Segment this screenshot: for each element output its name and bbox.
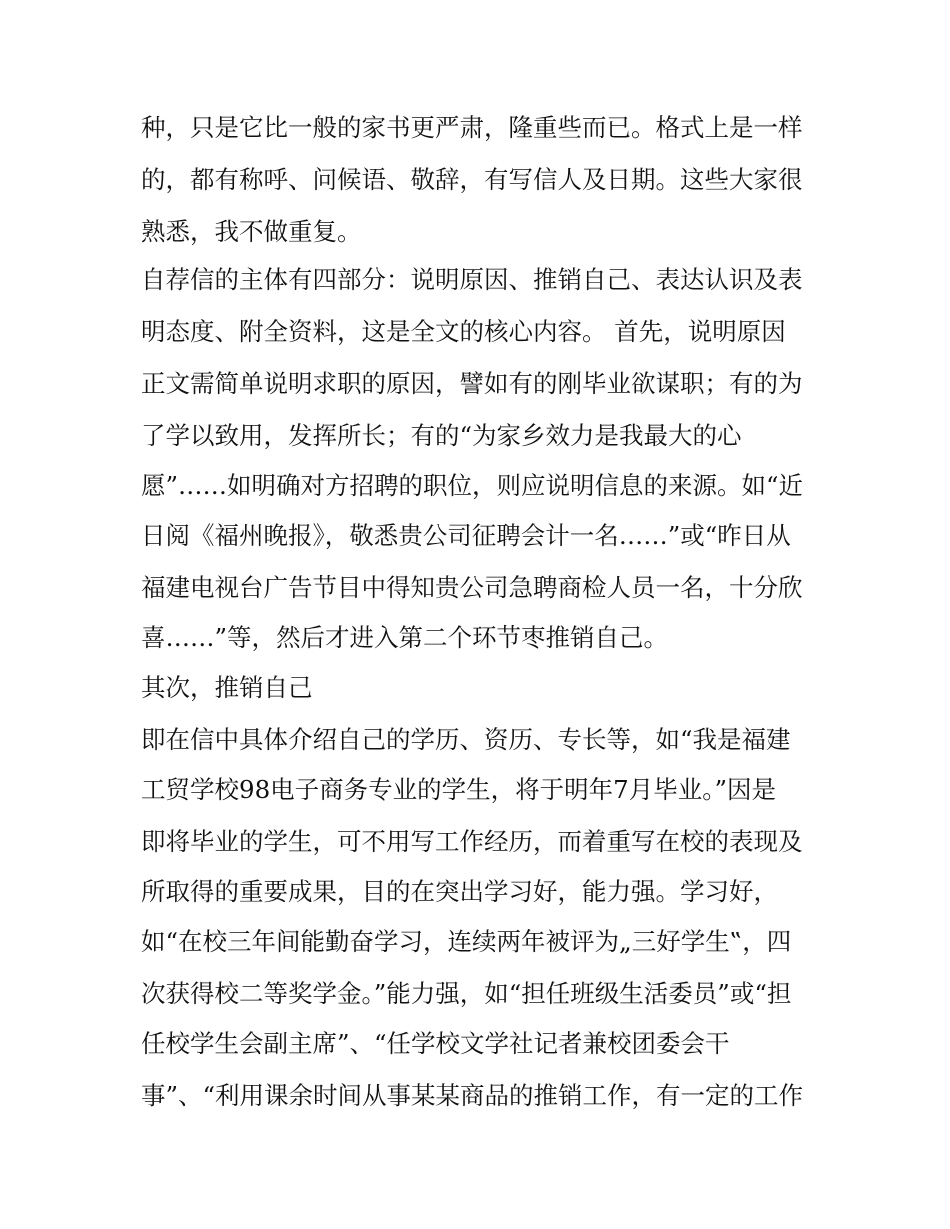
text-line: 熟悉，我不做重复。 xyxy=(141,217,362,246)
text-line: 即在信中具体介绍自己的学历、资历、专长等，如“我是福建 xyxy=(141,725,791,754)
text-line: 愿”……如明确对方招聘的职位，则应说明信息的来源。如“近 xyxy=(141,471,804,500)
text-line: 次获得校二等奖学金。”能力强，如“担任班级生活委员”或“担 xyxy=(141,979,792,1008)
text-line: 如“在校三年间能勤奋学习，连续两年被评为„三好学生‟，四 xyxy=(141,927,792,956)
text-line: 正文需简单说明求职的原因，譬如有的刚毕业欲谋职；有的为 xyxy=(141,369,803,398)
text-line: 种，只是它比一般的家书更严肃，隆重些而已。格式上是一样 xyxy=(141,113,803,142)
text-line: 自荐信的主体有四部分：说明原因、推销自己、表达认识及表 xyxy=(141,265,803,294)
text-line: 的，都有称呼、问候语、敬辞，有写信人及日期。这些大家很 xyxy=(141,165,803,194)
text-line: 即将毕业的学生，可不用写工作经历，而着重写在校的表现及 xyxy=(141,827,803,856)
text-line: 喜……”等，然后才进入第二个环节枣推销自己。 xyxy=(141,623,669,652)
text-line: 了学以致用，发挥所长；有的“为家乡效力是我最大的心 xyxy=(141,421,742,450)
text-line: 明态度、附全资料，这是全文的核心内容。 首先，说明原因 xyxy=(141,317,786,346)
text-line: 工贸学校98电子商务专业的学生，将于明年7月毕业。”因是 xyxy=(141,775,777,804)
section-heading: 其次，推销自己 xyxy=(141,673,313,702)
text-line: 所取得的重要成果，目的在突出学习好，能力强。学习好， xyxy=(141,877,778,906)
text-line: 任校学生会副主席”、“任学校文学社记者兼校团委会干 xyxy=(141,1029,730,1058)
text-line: 福建电视台广告节目中得知贵公司急聘商检人员一名，十分欣 xyxy=(141,573,803,602)
text-line: 事”、“利用课余时间从事某某商品的推销工作，有一定的工作 xyxy=(141,1081,804,1110)
text-line: 日阅《福州晚报》，敬悉贵公司征聘会计一名……”或“昨日从 xyxy=(141,521,791,550)
